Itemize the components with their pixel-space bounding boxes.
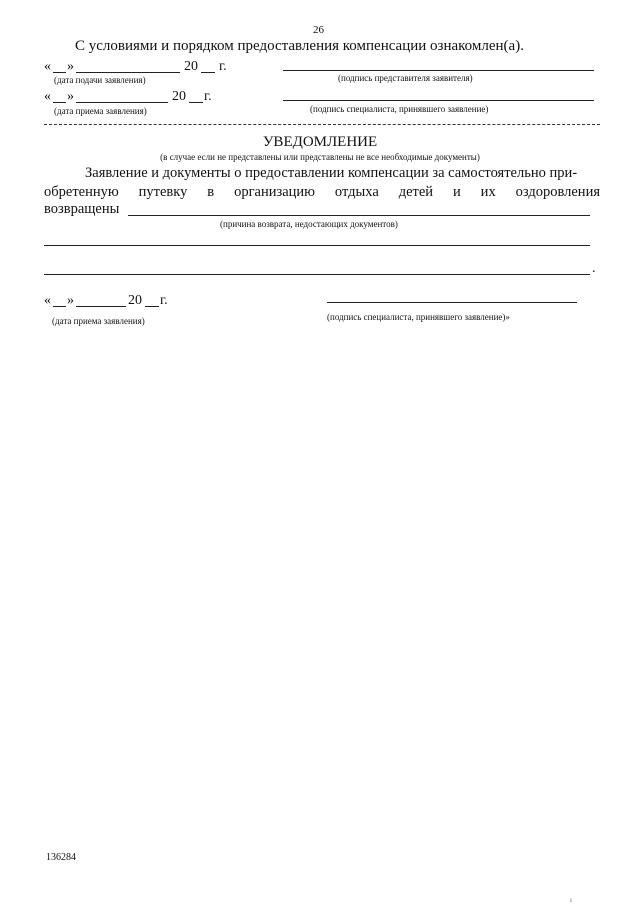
notice-line-1: Заявление и документы о предоставлении компенсации за самостоятельно при- (85, 165, 578, 181)
day-blank[interactable] (53, 306, 66, 307)
day-blank[interactable] (53, 102, 66, 103)
specialist-signature-line[interactable] (283, 100, 594, 101)
footer-code: 136284 (46, 852, 76, 863)
applicant-rep-signature-line[interactable] (283, 70, 594, 71)
quote-close: » (67, 59, 74, 74)
year-prefix: 20 (184, 59, 198, 74)
quote-open: « (44, 293, 51, 308)
year-blank[interactable] (201, 72, 215, 73)
page-number: 26 (313, 24, 324, 36)
year-suffix: г. (160, 293, 168, 308)
quote-close: » (67, 89, 74, 104)
quote-open: « (44, 89, 51, 104)
quote-open: « (44, 59, 51, 74)
notice-line-2: обретенную путевку в организацию отдыха детей и их оздоровления (44, 184, 600, 200)
month-blank[interactable] (76, 72, 180, 73)
reason-caption: (причина возврата, недостающих документов) (220, 219, 398, 229)
year-suffix: г. (219, 59, 227, 74)
day-blank[interactable] (53, 72, 66, 73)
corner-mark: ı (570, 896, 572, 904)
year-blank[interactable] (189, 102, 203, 103)
dashed-separator (44, 124, 600, 125)
year-prefix: 20 (172, 89, 186, 104)
notice-title: УВЕДОМЛЕНИЕ (262, 134, 378, 150)
return-reason-line[interactable] (128, 215, 590, 216)
year-suffix: г. (204, 89, 212, 104)
year-blank[interactable] (145, 306, 159, 307)
notice-date-caption: (дата приема заявления) (52, 316, 145, 326)
notice-subtitle: (в случае если не представлены или представлены не все необходимые документы) (160, 152, 480, 162)
returned-label: возвращены (44, 201, 120, 217)
specialist-signature-caption: (подпись специалиста, принявшего заявление) (310, 104, 489, 114)
period-mark: . (592, 261, 596, 276)
quote-close: » (67, 293, 74, 308)
return-reason-line-3[interactable] (44, 274, 590, 275)
month-blank[interactable] (76, 102, 168, 103)
acknowledgement-text: С условиями и порядком предоставления компенсации ознакомлен(а). (75, 38, 524, 54)
year-prefix: 20 (128, 293, 142, 308)
date-accept-caption: (дата приема заявления) (54, 106, 147, 116)
month-blank[interactable] (76, 306, 126, 307)
notice-signature-line[interactable] (327, 302, 577, 303)
notice-signature-caption: (подпись специалиста, принявшего заявление)» (327, 312, 510, 322)
applicant-rep-signature-caption: (подпись представителя заявителя) (338, 73, 473, 83)
return-reason-line-2[interactable] (44, 245, 590, 246)
date-submit-caption: (дата подачи заявления) (54, 75, 146, 85)
